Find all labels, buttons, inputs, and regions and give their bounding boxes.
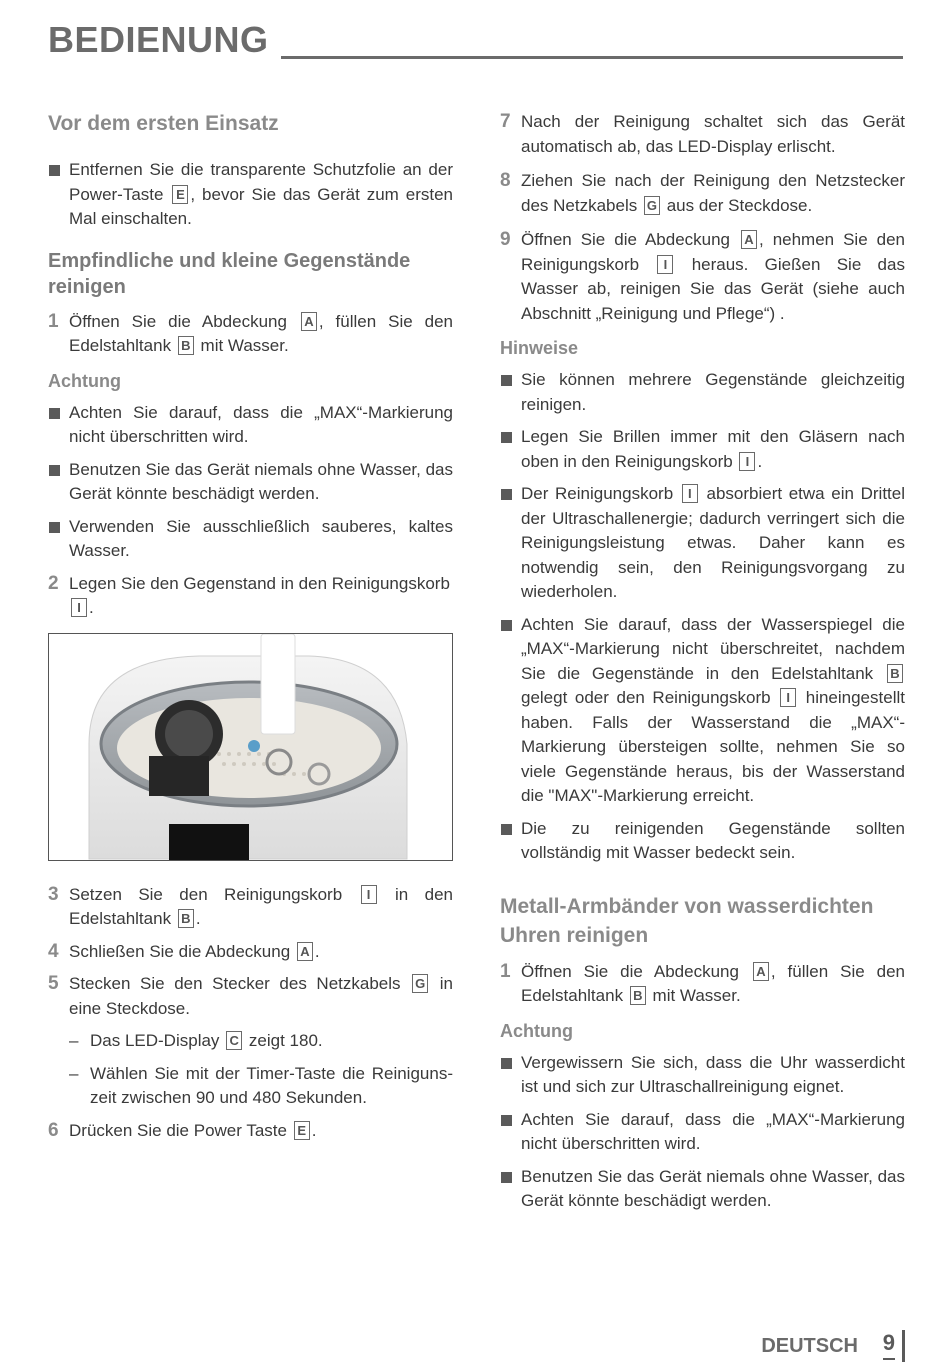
ref-label: I xyxy=(71,598,87,617)
footer-language: DEUTSCH xyxy=(761,1335,858,1357)
subheading-achtung: Achtung xyxy=(48,370,121,391)
section-heading: Empfindliche und kleine Gegenstände reinigen xyxy=(48,249,411,298)
right-column xyxy=(500,110,905,1222)
step-item: 6 Drücken Sie die Power Taste E . xyxy=(48,1119,317,1141)
bullet-item: Entfernen Sie die transparente Schutzfolie an der Power-Taste E , bevor Sie das Gerät zum ersten Mal einschalten. xyxy=(48,158,453,232)
bullet-item: Die zu reinigenden Gegenstände sollten vollständig mit Wasser bedeckt sein. xyxy=(500,817,905,866)
dash-item: – Das LED-Display C zeigt 180. xyxy=(69,1031,323,1050)
bullet-item: Achten Sie darauf, dass die „MAX“-Markierung nicht überschritten wird. xyxy=(48,401,453,450)
bullet-item: Achten Sie darauf, dass der Wasserspiegel die „MAX“-Markierung nicht überschreitet, nachdem Sie die Gegenstände in den Edelstahltank B gelegt oder den Reinigungskorb I hineingestellt haben. Falls der Wasserstand die „MAX“-Markierung übersteigen sollte, nehmen Sie so viele Gegenstände heraus, bis der Wasserstand die "MAX"-Markierung erreicht. xyxy=(500,613,905,809)
step-item: 8 Ziehen Sie nach der Reinigung den Netzstecker des Netzkabels G aus der Steckdose. xyxy=(500,170,905,215)
ref-label: E xyxy=(294,1121,310,1140)
section-heading: Metall-Armbänder von wasserdichten Uhren reinigen xyxy=(500,894,874,947)
bullet-square-icon xyxy=(49,522,60,533)
section-heading: Vor dem ersten Einsatz xyxy=(48,112,279,135)
page-header xyxy=(48,18,903,62)
step-number: 7 xyxy=(500,111,511,132)
dash-item: – Wählen Sie mit der Timer-Taste die Reinigunszeit zwischen 90 und 480 Sekunden. xyxy=(69,1063,453,1107)
ref-label: G xyxy=(412,974,428,993)
step-number: 3 xyxy=(48,883,59,905)
bullet-square-icon xyxy=(501,1172,512,1183)
ref-label: A xyxy=(753,962,769,981)
page-title: BEDIENUNG xyxy=(48,20,281,60)
ref-label: E xyxy=(172,185,188,204)
ref-label: B xyxy=(178,336,194,355)
step-number: 2 xyxy=(48,572,59,594)
ref-label: I xyxy=(682,484,698,503)
bullet-square-icon xyxy=(501,1058,512,1069)
step-item: 1 Öffnen Sie die Abdeckung A , füllen Sie den Edelstahltank B mit Wasser. xyxy=(500,960,906,1005)
step-number: 1 xyxy=(500,960,511,982)
step-item: 1 Öffnen Sie die Abdeckung A , füllen Sie den Edelstahltank B mit Wasser. xyxy=(48,310,454,355)
bullet-item: Benutzen Sie das Gerät niemals ohne Wasser, das Gerät könnte beschädigt werden. xyxy=(500,1165,905,1214)
step-item: 4 Schließen Sie die Abdeckung A . xyxy=(48,940,320,962)
ref-label: B xyxy=(887,664,903,683)
bullet-square-icon xyxy=(501,620,512,631)
step-item: 2 Legen Sie den Gegenstand in den Reinigungskorb I . xyxy=(48,572,450,617)
bullet-square-icon xyxy=(49,465,60,476)
bullet-square-icon xyxy=(501,1115,512,1126)
ref-label: I xyxy=(739,452,755,471)
step-number: 6 xyxy=(48,1119,59,1141)
bullet-square-icon xyxy=(501,432,512,443)
left-column xyxy=(48,110,453,1151)
bullet-square-icon xyxy=(49,165,60,176)
subheading-achtung: Achtung xyxy=(500,1020,573,1041)
product-photo xyxy=(48,633,453,861)
step-item: 9 Öffnen Sie die Abdeckung A , nehmen Sie den Reinigungskorb I heraus. Gießen Sie das Wasser ab, reinigen Sie das Gerät (siehe auch Abschnitt „Reinigung und Pflege“) . xyxy=(500,229,905,323)
ref-label: G xyxy=(644,196,660,215)
bullet-square-icon xyxy=(501,375,512,386)
ultrasonic-cleaner-illustration xyxy=(49,634,452,860)
page-number: 9 xyxy=(883,1330,895,1360)
bullet-square-icon xyxy=(501,489,512,500)
ref-label: B xyxy=(178,909,194,928)
ref-label: I xyxy=(657,255,673,274)
subheading-hinweise: Hinweise xyxy=(500,338,579,358)
bullet-item: Achten Sie darauf, dass die „MAX“-Markierung nicht überschritten wird. xyxy=(500,1108,905,1157)
bullet-item: Legen Sie Brillen immer mit den Gläsern nach oben in den Reinigungskorb I . xyxy=(500,425,905,474)
step-number: 4 xyxy=(48,940,59,962)
ref-label: I xyxy=(361,885,377,904)
step-number: 8 xyxy=(500,170,511,191)
step-item: 3 Setzen Sie den Reinigungskorb I in den Edelstahltank B . xyxy=(48,883,453,928)
step-item: 7 Nach der Reinigung schaltet sich das Gerät automatisch ab, das LED-Display erlischt. xyxy=(500,111,905,156)
ref-label: B xyxy=(630,986,646,1005)
bullet-item: Sie können mehrere Gegenstände gleichzeitig reinigen. xyxy=(500,368,905,417)
ref-label: C xyxy=(226,1031,242,1050)
step-number: 5 xyxy=(48,973,59,994)
ref-label: A xyxy=(741,230,757,249)
bullet-item: Der Reinigungskorb I absorbiert etwa ein Drittel der Ultraschallenergie; dadurch verringert sich die Reinigungsleistung etwas. Daher kann es notwendig sein, den Reinigungsvorgang zu wiederholen. xyxy=(500,482,905,605)
bullet-item: Verwenden Sie ausschließlich sauberes, kaltes Wasser. xyxy=(48,515,453,564)
bullet-square-icon xyxy=(49,408,60,419)
step-number: 1 xyxy=(48,310,59,332)
step-number: 9 xyxy=(500,229,511,250)
step-item: 5 Stecken Sie den Stecker des Netzkabels G in eine Steckdose. xyxy=(48,973,453,1018)
ref-label: A xyxy=(297,942,313,961)
bullet-square-icon xyxy=(501,824,512,835)
bullet-item: Vergewissern Sie sich, dass die Uhr wasserdicht ist und sich zur Ultraschallreinigung eignet. xyxy=(500,1051,905,1100)
bullet-item: Benutzen Sie das Gerät niemals ohne Wasser, das Gerät könnte beschädigt werden. xyxy=(48,458,453,507)
ref-label: I xyxy=(780,688,796,707)
ref-label: A xyxy=(301,312,317,331)
footer-bar xyxy=(902,1330,905,1362)
